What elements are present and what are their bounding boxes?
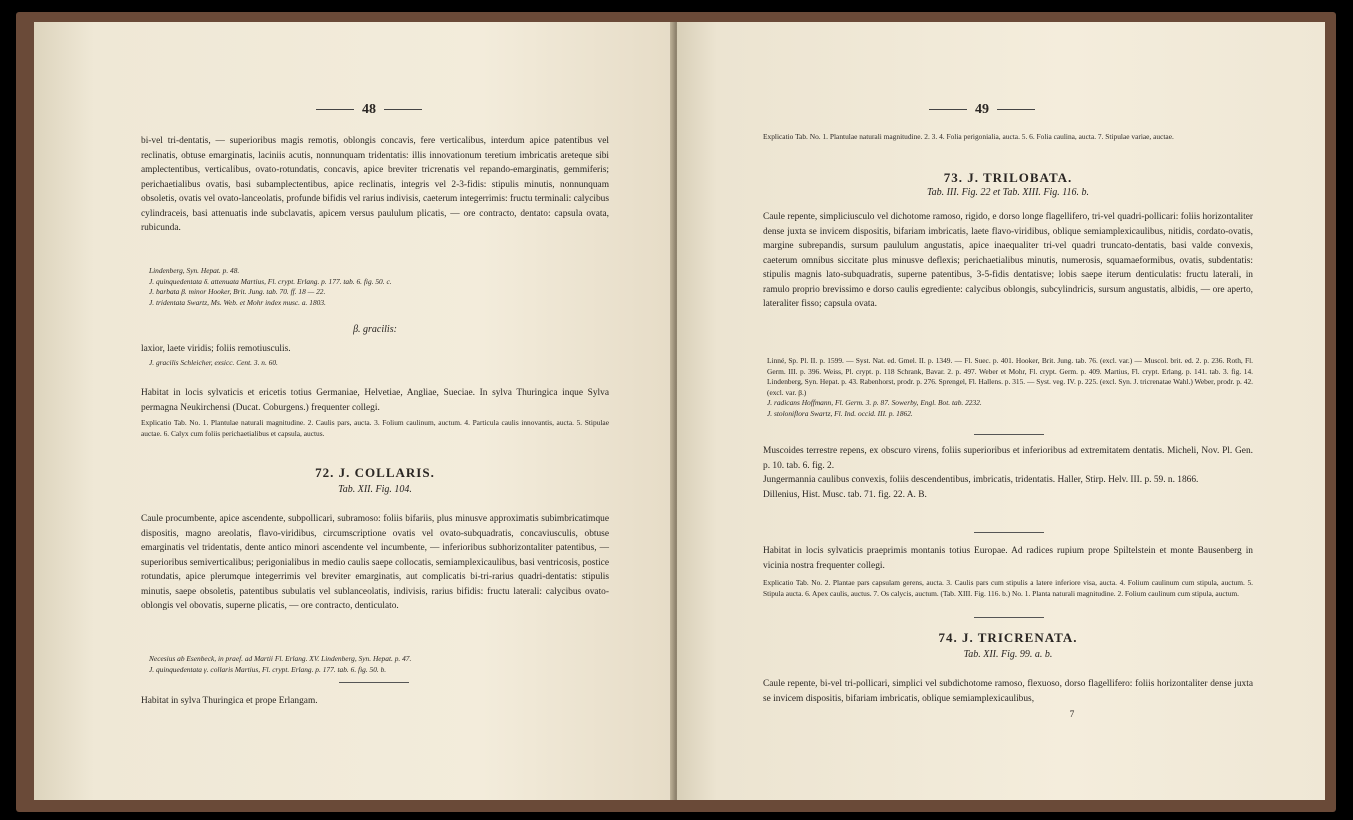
section-divider xyxy=(339,682,409,683)
section-divider-right-3 xyxy=(974,617,1044,618)
description-paragraph: bi-vel tri-dentatis, — superioribus magis remotis, oblongis concavis, fere verticalibus, interdum apice patentibus vel reclinatis, obtuse emarginatis, laciniis acutis, nonnunquam tridentatis: illis innovationum teretium imbricatis areteque sibi amplectentibus, verticalibus, ovato-rotundatis, concavis, apice breviter tricrenatis vel repando-emarginatis, gemmiferis; perichaetialibus ovatis, basi subamplectentibus, apice reclinatis, integris vel 2-3-fidis: stipulis minutis, nonnunquam obsoletis, ovatis vel ovato-lanceolatis, profunde bifidis vel rarius indivisis, caeterum integerrimis: fructu terminali: calycibus cylindraceis, basi attenuatis inde subclavatis, apicem versus paululum plicatis, — ore contracto, dentato: capsula ovata, rubicunda. xyxy=(141,136,609,233)
species-heading-73: 73. J. TRILOBATA. xyxy=(943,170,1073,185)
left-page xyxy=(34,22,674,800)
species-plate-ref-74: Tab. XII. Fig. 99. a. b. xyxy=(963,649,1053,660)
plate-explanation: Explicatio Tab. No. 1. Plantulae naturali magnitudine. 2. Caulis pars, aucta. 3. Folium caulinum, auctum. 4. Particula caulis innovantis, aucta. 5. Stipulae auctae. 6. Calyx cum foliis perichaetialibus et capsula, auctus. xyxy=(141,418,609,438)
plate-explanation-top: Explicatio Tab. No. 1. Plantulae naturali magnitudine. 2. 3. 4. Folia perigonialia, aucta. 5. 6. Folia caulina, aucta. 7. Stipulae variae, auctae. xyxy=(763,132,1174,141)
species-plate-ref-73: Tab. III. Fig. 22 et Tab. XIII. Fig. 116. b. xyxy=(926,187,1090,198)
species-heading-72: 72. J. COLLARIS. xyxy=(315,465,435,480)
reference-list: Lindenberg, Syn. Hepat. p. 48. J. quinquedentata δ. attenuata Martius, Fl. crypt. Erlang. p. 177. tab. 6. fig. 50. c. J. barbata β. minor Hooker, Brit. Jung. tab. 70. ff. 18 — 22. J. tridentata Swartz, Ms. Web. et Mohr index musc. a. 1803. xyxy=(149,266,392,307)
page-number-49: 49 xyxy=(907,102,1057,118)
section-divider-right-2 xyxy=(974,532,1044,533)
habitat-paragraph-2: Habitat in sylva Thuringica et prope Erlangam. xyxy=(141,696,318,706)
species-heading-74: 74. J. TRICRENATA. xyxy=(938,630,1078,645)
species-plate-ref: Tab. XII. Fig. 104. xyxy=(338,484,412,495)
species-references-73: Linné, Sp. Pl. II. p. 1599. — Syst. Nat. ed. Gmel. II. p. 1349. — Fl. Suec. p. 401. Hooker, Brit. Jung. tab. 76. (excl. var.) — Muscol. brit. ed. 2. p. 236. Roth, Fl. Germ. III. p. 396. Weiss, Pl. crypt. p. 118 Schrank, Bavar. 2. p. 497. Weber et Mohr, Fl. crypt. Germ. p. 409. Martius, Fl. crypt. Erlang. p. 141. tab. 3. fig. 14. Lindenberg, Syn. Hepat. p. 43. Rabenhorst, prodr. p. 276. Sprengel, Fl. Hallens. p. 315. — Syst. veg. IV. p. 225. (excl. Syn. J. tricrenatae Wahl.) Weber, prodr. p. 42. (excl. var. β.) J. radicans Hoffmann, Fl. Germ. 3. p. 87. Sowerby, Engl. Bot. tab. 2232. J. stoloniflora Swartz, Fl. Ind. occid. III. p. 1862. xyxy=(767,356,1253,418)
variety-heading: β. gracilis: xyxy=(353,324,397,335)
right-page xyxy=(677,22,1325,800)
habitat-paragraph: Habitat in locis sylvaticis et ericetis totius Germaniae, Helvetiae, Angliae, Sueciae. In sylva Thuringica inque Sylva permagna Neukirchensi (Ducat. Coburgens.) frequenter collegi. xyxy=(141,388,609,413)
habitat-paragraph-73: Habitat in locis sylvaticis praeprimis montanis totius Europae. Ad radices rupium prope Spiltelstein et monte Bausenberg in vicinia nostra frequenter collegi. xyxy=(763,546,1253,571)
variety-reference: J. gracilis Schleicher, exsicc. Cent. 3. n. 60. xyxy=(149,358,278,367)
species-description-74: Caule repente, bi-vel tri-pollicari, simplici vel subdichotome ramoso, flexuoso, dorso flagellifero: foliis horizontaliter dense juxta se invicem dispositis, bifariam imbricatis, oblique semiamplexicaulibus, xyxy=(763,679,1253,704)
species-description-73: Caule repente, simpliciusculo vel dichotome ramoso, rigido, e dorso longe flagellifero, tri-vel quadri-pollicari: foliis horizontaliter dense juxta se invicem dispositis, bifariam imbricatis, laete flavo-viridibus, oblique semiamplexicaulibus, nitidis, cordato-ovatis, margine subrepandis, sursum paululum angustatis, apice inaequaliter tri-vel quadri truncato-dentatis, basi valde convexis, caeterum omnibus siccitate plus minusve deflexis; perichaetialibus minutis, numerosis, squamaeformibus, ovatis, subdentatis: stipulis magnis lato-subquadratis, superne patentibus, 3-5-fidis dentatisve; lobis saepe iterum denticulatis: fructu laterali, in ramulo proprio brevissimo e dorso caulis egrediente: calycibus oblongis, subcylindricis, sursum angustatis, albidis, — ore aperto, lateraliter fisso; capsula ovata. xyxy=(763,212,1253,309)
page-number-48: 48 xyxy=(294,102,444,118)
species-description: Caule procumbente, apice ascendente, subpollicari, subramoso: foliis bifariis, plus minusve approximatis subimbricatimque dispositis, magno areolatis, flavo-viridibus, circumscriptione ovatis vel ovato-subquadratis, concaviusculis, obtuse emarginatis vel tridentatis, dente antico minori ascendente vel incumbente, — inferioribus subhorizontaliter patentibus, — superioribus semiverticalibus; perigonialibus in medio caulis saepe collocatis, semiamplexicaulibus, basi ventricosis, postice rotundatis, apice plerumque integerrimis vel breviter emarginatis, aut complicatis bi-tri-rarius quadri-dentatis: stipulis minutis, saepe obsoletis, patentibus subulatis vel sublanceolatis, indivisis, rarius bifidis: fructu laterali: calycibus ovato-oblongis vel obovatis, superne plicatis, — ore contracto, denticulato. xyxy=(141,514,609,611)
signature-mark: 7 xyxy=(1069,710,1075,720)
variety-description: laxior, laete viridis; foliis remotiusculis. xyxy=(141,344,291,354)
synonym-paragraphs: Muscoides terrestre repens, ex obscuro virens, foliis superioribus et inferioribus ad extremitatem dentatis. Micheli, Nov. Pl. Gen. p. 10. tab. 6. fig. 2. Jungermannia caulibus convexis, foliis descendentibus, imbricatis, tridentatis. Haller, Stirp. Helv. III. p. 59. n. 1866. Dillenius, Hist. Musc. tab. 71. fig. 22. A. B. xyxy=(763,446,1253,500)
section-divider-right xyxy=(974,434,1044,435)
species-references: Necesius ab Esenbeck, in praef. ad Martii Fl. Erlang. XV. Lindenberg, Syn. Hepat. p. 47. J. quinquedentata γ. collaris Martius, Fl. crypt. Erlang. p. 177. tab. 6. fig. 50. b. xyxy=(149,654,412,674)
plate-explanation-73: Explicatio Tab. No. 2. Plantae pars capsulam gerens, aucta. 3. Caulis pars cum stipulis a latere inferiore visa, aucta. 4. Folium caulinum cum stipula, auctum. 5. Stipula aucta. 6. Apex caulis, auctus. 7. Os calycis, auctum. (Tab. XIII. Fig. 116. b.) No. 1. Planta naturali magnitudine. 2. Folium caulinum cum stipula, auctum. xyxy=(763,578,1253,598)
